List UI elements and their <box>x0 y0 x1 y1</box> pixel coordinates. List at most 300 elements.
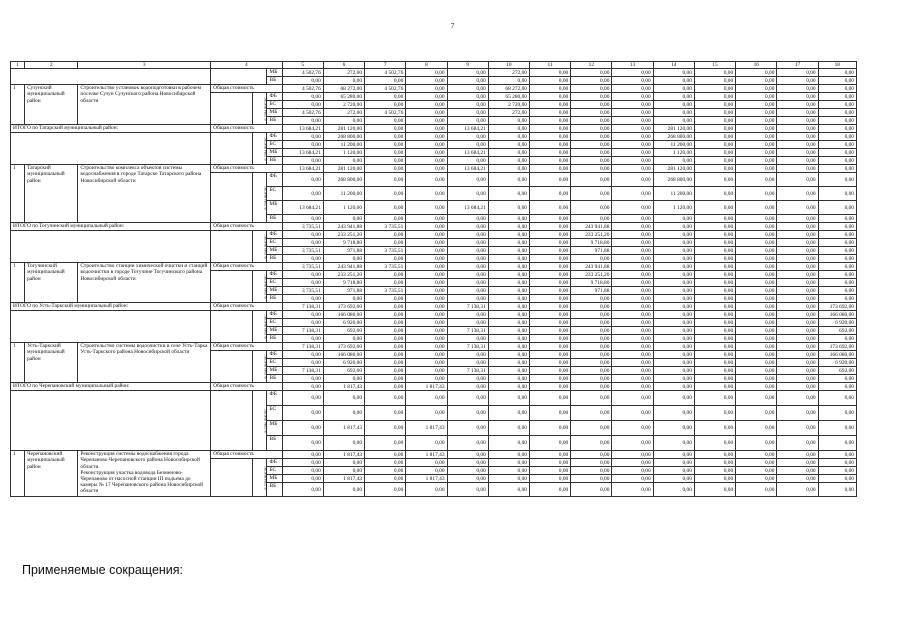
value-cell: 0,00 <box>406 247 447 255</box>
value-cell: 0,00 <box>571 141 612 149</box>
value-cell: 0,00 <box>488 165 529 173</box>
value-cell: 0,00 <box>365 215 406 223</box>
value-cell: 0,00 <box>736 263 777 271</box>
value-cell: 0,00 <box>529 459 570 467</box>
item-number: 1 <box>11 451 25 497</box>
value-cell: 0,00 <box>447 451 488 459</box>
value-cell: 0,00 <box>365 77 406 85</box>
value-cell: 0,00 <box>736 327 777 335</box>
value-cell: 0,00 <box>529 247 570 255</box>
value-cell: 281 120,00 <box>323 125 364 133</box>
value-cell: 0,00 <box>694 93 735 101</box>
value-cell: 0,00 <box>282 359 323 367</box>
value-cell: 0,00 <box>488 327 529 335</box>
value-cell: 0,00 <box>529 187 570 201</box>
district-name: Черепановский муниципальный район <box>25 451 78 497</box>
value-cell: 0,00 <box>488 335 529 343</box>
value-cell: 0,00 <box>777 263 818 271</box>
value-cell: 0,00 <box>406 109 447 117</box>
value-cell: 0,00 <box>653 231 694 239</box>
value-cell: 0,00 <box>406 133 447 141</box>
value-cell: 1 817,43 <box>323 475 364 483</box>
value-cell: 0,00 <box>282 173 323 187</box>
itogo-title: ИТОГО по Черепановский муниципальный район: <box>11 383 211 391</box>
value-cell: 13 684,21 <box>282 201 323 215</box>
value-cell: 0,00 <box>653 303 694 311</box>
total-label: Общая стоимость <box>211 165 282 173</box>
value-cell: 0,00 <box>365 231 406 239</box>
value-cell: 0,00 <box>406 165 447 173</box>
budget-table <box>10 61 857 497</box>
value-cell: 0,00 <box>529 367 570 375</box>
value-cell: 0,00 <box>818 201 856 215</box>
value-cell: 0,00 <box>365 436 406 451</box>
value-cell: 0,00 <box>571 303 612 311</box>
value-cell: 0,00 <box>777 271 818 279</box>
value-cell: 0,00 <box>406 335 447 343</box>
itogo-total-row <box>11 383 857 391</box>
source-label: ВБ <box>267 436 282 451</box>
page-number: 7 <box>450 22 455 30</box>
value-cell: 0,00 <box>694 406 735 421</box>
value-cell: 0,00 <box>447 271 488 279</box>
value-cell: 0,00 <box>612 335 653 343</box>
project-blank <box>211 173 253 223</box>
value-cell: 0,00 <box>365 391 406 406</box>
value-cell: 0,00 <box>365 117 406 125</box>
source-label: МБ <box>267 367 282 375</box>
value-cell: 0,00 <box>736 173 777 187</box>
value-cell: 0,00 <box>612 255 653 263</box>
value-cell: 0,00 <box>777 287 818 295</box>
value-cell: 0,00 <box>818 375 856 383</box>
value-cell: 0,00 <box>694 383 735 391</box>
value-cell: 0,00 <box>447 287 488 295</box>
value-cell: 0,00 <box>406 173 447 187</box>
value-cell: 0,00 <box>282 77 323 85</box>
value-cell: 0,00 <box>694 311 735 319</box>
value-cell: 0,00 <box>571 467 612 475</box>
value-cell: 0,00 <box>365 367 406 375</box>
value-cell: 0,00 <box>777 467 818 475</box>
value-cell: 0,00 <box>406 187 447 201</box>
value-cell: 0,00 <box>736 165 777 173</box>
value-cell: 0,00 <box>323 406 364 421</box>
itogo-blank <box>211 391 253 451</box>
value-cell: 3 735,51 <box>282 263 323 271</box>
value-cell: 0,00 <box>818 263 856 271</box>
value-cell: 0,00 <box>529 109 570 117</box>
value-cell: 0,00 <box>653 483 694 497</box>
source-label: БС <box>267 101 282 109</box>
value-cell: 0,00 <box>653 311 694 319</box>
value-cell: 0,00 <box>777 201 818 215</box>
value-cell: 0,00 <box>365 101 406 109</box>
project-description: Строительство установок водоподготовки в рабочем поселке Сузун Сузунского района Новосибирской области <box>78 85 211 125</box>
value-cell: 0,00 <box>653 239 694 247</box>
value-cell: 0,00 <box>653 287 694 295</box>
value-cell: 0,00 <box>694 133 735 141</box>
value-cell: 0,00 <box>282 279 323 287</box>
value-cell: 0,00 <box>282 157 323 165</box>
vtom-label <box>253 391 267 451</box>
source-label: МБ <box>267 109 282 117</box>
value-cell: 0,00 <box>777 77 818 85</box>
value-cell: 692,00 <box>323 367 364 375</box>
carry-over-row <box>11 69 857 77</box>
value-cell: 0,00 <box>365 165 406 173</box>
value-cell: 0,00 <box>406 406 447 421</box>
value-cell: 0,00 <box>777 187 818 201</box>
value-cell: 0,00 <box>736 451 777 459</box>
value-cell: 13 684,21 <box>447 165 488 173</box>
value-cell: 0,00 <box>529 223 570 231</box>
value-cell: 0,00 <box>447 295 488 303</box>
value-cell: 0,00 <box>488 319 529 327</box>
itogo-blank <box>211 133 253 165</box>
value-cell: 0,00 <box>571 215 612 223</box>
value-cell: 0,00 <box>406 101 447 109</box>
value-cell: 0,00 <box>612 375 653 383</box>
value-cell: 0,00 <box>282 271 323 279</box>
value-cell: 0,00 <box>323 391 364 406</box>
value-cell: 0,00 <box>612 319 653 327</box>
value-cell: 0,00 <box>777 391 818 406</box>
value-cell: 0,00 <box>529 201 570 215</box>
itogo-total-row <box>11 223 857 231</box>
source-label: МБ <box>267 149 282 157</box>
value-cell: 281 120,00 <box>323 165 364 173</box>
col-header: 15 <box>694 62 735 69</box>
value-cell: 0,00 <box>818 187 856 201</box>
value-cell: 0,00 <box>736 343 777 351</box>
value-cell: 0,00 <box>365 406 406 421</box>
value-cell: 0,00 <box>282 187 323 201</box>
value-cell: 268 800,00 <box>653 173 694 187</box>
value-cell: 0,00 <box>736 85 777 93</box>
value-cell: 0,00 <box>406 263 447 271</box>
value-cell: 0,00 <box>818 157 856 165</box>
value-cell: 0,00 <box>447 231 488 239</box>
value-cell: 0,00 <box>777 459 818 467</box>
source-label: БС <box>267 141 282 149</box>
value-cell: 4 502,76 <box>282 85 323 93</box>
value-cell: 0,00 <box>777 109 818 117</box>
value-cell: 0,00 <box>529 406 570 421</box>
district-name: Татарский муниципальный район <box>25 165 78 223</box>
project-total-row <box>11 263 857 271</box>
value-cell: 0,00 <box>282 215 323 223</box>
itogo-total-row <box>11 125 857 133</box>
value-cell: 0,00 <box>282 93 323 101</box>
value-cell: 0,00 <box>488 279 529 287</box>
value-cell: 0,00 <box>406 223 447 231</box>
value-cell: 0,00 <box>571 311 612 319</box>
value-cell: 0,00 <box>571 451 612 459</box>
value-cell: 0,00 <box>612 187 653 201</box>
value-cell: 0,00 <box>777 279 818 287</box>
value-cell: 0,00 <box>777 69 818 77</box>
value-cell: 1 817,43 <box>406 475 447 483</box>
value-cell: 0,00 <box>818 173 856 187</box>
vertical-label: в том числе: <box>262 136 268 161</box>
value-cell: 0,00 <box>529 375 570 383</box>
value-cell: 0,00 <box>282 319 323 327</box>
value-cell: 0,00 <box>694 459 735 467</box>
value-cell: 233 251,20 <box>571 231 612 239</box>
value-cell: 0,00 <box>736 149 777 157</box>
value-cell: 0,00 <box>571 406 612 421</box>
value-cell: 0,00 <box>365 133 406 141</box>
value-cell: 233 251,20 <box>323 231 364 239</box>
value-cell: 0,00 <box>488 287 529 295</box>
value-cell: 0,00 <box>529 231 570 239</box>
value-cell: 0,00 <box>777 85 818 93</box>
itogo-title: ИТОГО по Усть-Таркский муниципальный район: <box>11 303 211 311</box>
col-header: 2 <box>25 62 78 69</box>
abbreviations-heading: Применяемые сокращения: <box>22 563 184 577</box>
item-number: 1 <box>11 165 25 223</box>
value-cell: 0,00 <box>571 327 612 335</box>
value-cell: 0,00 <box>612 239 653 247</box>
source-label: ВБ <box>267 157 282 165</box>
value-cell: 0,00 <box>447 93 488 101</box>
value-cell: 0,00 <box>571 319 612 327</box>
value-cell: 11 200,00 <box>653 187 694 201</box>
value-cell: 1 817,43 <box>406 451 447 459</box>
value-cell: 0,00 <box>694 295 735 303</box>
source-label: БС <box>267 239 282 247</box>
item-number: 1 <box>11 263 25 303</box>
value-cell: 0,00 <box>529 327 570 335</box>
value-cell: 0,00 <box>694 467 735 475</box>
value-cell: 0,00 <box>447 77 488 85</box>
value-cell: 0,00 <box>818 295 856 303</box>
col-header: 9 <box>447 62 488 69</box>
value-cell: 0,00 <box>818 239 856 247</box>
value-cell: 3 735,51 <box>365 223 406 231</box>
value-cell: 0,00 <box>406 311 447 319</box>
value-cell: 0,00 <box>736 375 777 383</box>
value-cell: 0,00 <box>653 263 694 271</box>
value-cell: 0,00 <box>818 271 856 279</box>
vertical-label: в том числе: <box>262 408 268 433</box>
itogo-source-row <box>11 311 857 319</box>
value-cell: 0,00 <box>612 359 653 367</box>
value-cell: 0,00 <box>282 101 323 109</box>
value-cell: 0,00 <box>529 475 570 483</box>
value-cell: 0,00 <box>282 391 323 406</box>
value-cell: 0,00 <box>818 223 856 231</box>
source-label: БС <box>267 279 282 287</box>
project-blank <box>211 351 253 383</box>
value-cell: 0,00 <box>571 436 612 451</box>
value-cell: 0,00 <box>529 165 570 173</box>
value-cell: 0,00 <box>488 201 529 215</box>
source-label: ВБ <box>267 483 282 497</box>
source-label: ФБ <box>267 271 282 279</box>
vtom-label <box>253 173 267 223</box>
value-cell: 0,00 <box>818 287 856 295</box>
source-label: ФБ <box>267 311 282 319</box>
project-total-row <box>11 85 857 93</box>
value-cell: 0,00 <box>736 187 777 201</box>
value-cell: 0,00 <box>571 125 612 133</box>
value-cell: 0,00 <box>365 279 406 287</box>
value-cell: 0,00 <box>282 295 323 303</box>
value-cell: 0,00 <box>323 459 364 467</box>
value-cell: 0,00 <box>365 421 406 436</box>
value-cell: 0,00 <box>612 383 653 391</box>
project-blank <box>211 271 253 303</box>
value-cell: 0,00 <box>777 93 818 101</box>
value-cell: 0,00 <box>571 483 612 497</box>
value-cell: 0,00 <box>529 295 570 303</box>
value-cell: 0,00 <box>488 77 529 85</box>
value-cell: 0,00 <box>447 263 488 271</box>
value-cell: 0,00 <box>612 77 653 85</box>
value-cell: 173 692,00 <box>818 303 856 311</box>
value-cell: 0,00 <box>406 343 447 351</box>
value-cell: 0,00 <box>736 303 777 311</box>
value-cell: 0,00 <box>653 406 694 421</box>
value-cell: 0,00 <box>777 141 818 149</box>
value-cell: 3 735,51 <box>365 247 406 255</box>
value-cell: 0,00 <box>694 255 735 263</box>
itogo-blank <box>11 133 211 165</box>
value-cell: 0,00 <box>777 247 818 255</box>
value-cell: 0,00 <box>736 475 777 483</box>
value-cell: 243 941,88 <box>323 263 364 271</box>
value-cell: 0,00 <box>653 295 694 303</box>
value-cell: 0,00 <box>488 383 529 391</box>
value-cell: 0,00 <box>612 287 653 295</box>
col-header: 14 <box>653 62 694 69</box>
value-cell: 0,00 <box>694 125 735 133</box>
value-cell: 281 120,00 <box>653 125 694 133</box>
item-number: 1 <box>11 85 25 125</box>
source-label: ФБ <box>267 93 282 101</box>
value-cell: 0,00 <box>406 149 447 157</box>
value-cell: 1 120,00 <box>323 201 364 215</box>
district-name: Тогучинский муниципальный район <box>25 263 78 303</box>
value-cell: 0,00 <box>447 101 488 109</box>
value-cell: 0,00 <box>818 69 856 77</box>
value-cell: 0,00 <box>282 406 323 421</box>
value-cell: 0,00 <box>282 467 323 475</box>
value-cell: 0,00 <box>406 117 447 125</box>
value-cell: 0,00 <box>529 255 570 263</box>
value-cell: 0,00 <box>406 255 447 263</box>
vertical-label: в том числе: <box>262 234 268 259</box>
value-cell: 9 718,80 <box>323 279 364 287</box>
value-cell: 0,00 <box>777 117 818 125</box>
value-cell: 0,00 <box>571 367 612 375</box>
value-cell: 0,00 <box>406 85 447 93</box>
value-cell: 0,00 <box>694 201 735 215</box>
value-cell: 0,00 <box>736 406 777 421</box>
value-cell: 0,00 <box>653 271 694 279</box>
value-cell: 0,00 <box>282 436 323 451</box>
value-cell: 0,00 <box>447 173 488 187</box>
value-cell: 0,00 <box>365 467 406 475</box>
value-cell: 0,00 <box>406 483 447 497</box>
value-cell: 0,00 <box>694 85 735 93</box>
value-cell: 4 502,76 <box>282 69 323 77</box>
value-cell: 0,00 <box>529 173 570 187</box>
district-name: Усть-Таркский муниципальный район <box>25 343 78 383</box>
value-cell: 0,00 <box>447 406 488 421</box>
value-cell: 0,00 <box>365 343 406 351</box>
value-cell: 0,00 <box>736 231 777 239</box>
value-cell: 0,00 <box>323 335 364 343</box>
value-cell: 0,00 <box>612 215 653 223</box>
value-cell: 0,00 <box>488 406 529 421</box>
value-cell: 0,00 <box>736 239 777 247</box>
itogo-blank <box>211 311 253 343</box>
value-cell: 0,00 <box>653 319 694 327</box>
value-cell: 0,00 <box>323 215 364 223</box>
value-cell: 0,00 <box>282 133 323 141</box>
value-cell: 0,00 <box>818 85 856 93</box>
value-cell: 0,00 <box>282 459 323 467</box>
value-cell: 0,00 <box>365 359 406 367</box>
source-label: ВБ <box>267 215 282 223</box>
value-cell: 0,00 <box>694 223 735 231</box>
value-cell: 173 692,00 <box>818 343 856 351</box>
value-cell: 3 735,51 <box>282 287 323 295</box>
value-cell: 0,00 <box>694 109 735 117</box>
value-cell: 0,00 <box>777 125 818 133</box>
value-cell: 0,00 <box>282 335 323 343</box>
value-cell: 0,00 <box>488 359 529 367</box>
value-cell: 9 718,80 <box>323 239 364 247</box>
value-cell: 0,00 <box>736 359 777 367</box>
value-cell: 0,00 <box>818 101 856 109</box>
value-cell: 1 817,43 <box>323 451 364 459</box>
value-cell: 0,00 <box>365 125 406 133</box>
value-cell: 0,00 <box>736 133 777 141</box>
value-cell: 0,00 <box>323 375 364 383</box>
value-cell: 0,00 <box>447 279 488 287</box>
value-cell: 9 718,80 <box>571 279 612 287</box>
value-cell: 0,00 <box>323 295 364 303</box>
value-cell: 0,00 <box>529 279 570 287</box>
value-cell: 0,00 <box>612 173 653 187</box>
vtom-label <box>253 351 267 383</box>
project-blank <box>211 93 253 125</box>
value-cell: 0,00 <box>488 231 529 239</box>
itogo-blank <box>211 231 253 263</box>
source-label: БС <box>267 359 282 367</box>
value-cell: 0,00 <box>736 436 777 451</box>
value-cell: 692,00 <box>818 367 856 375</box>
value-cell: 0,00 <box>406 367 447 375</box>
value-cell: 0,00 <box>488 239 529 247</box>
value-cell: 0,00 <box>694 77 735 85</box>
value-cell: 0,00 <box>529 263 570 271</box>
value-cell: 0,00 <box>818 459 856 467</box>
value-cell: 0,00 <box>406 436 447 451</box>
value-cell: 0,00 <box>777 383 818 391</box>
value-cell: 0,00 <box>488 343 529 351</box>
vtom-label <box>253 133 267 165</box>
value-cell: 0,00 <box>777 215 818 223</box>
value-cell: 0,00 <box>406 391 447 406</box>
value-cell: 0,00 <box>653 459 694 467</box>
value-cell: 0,00 <box>736 141 777 149</box>
value-cell: 0,00 <box>529 343 570 351</box>
